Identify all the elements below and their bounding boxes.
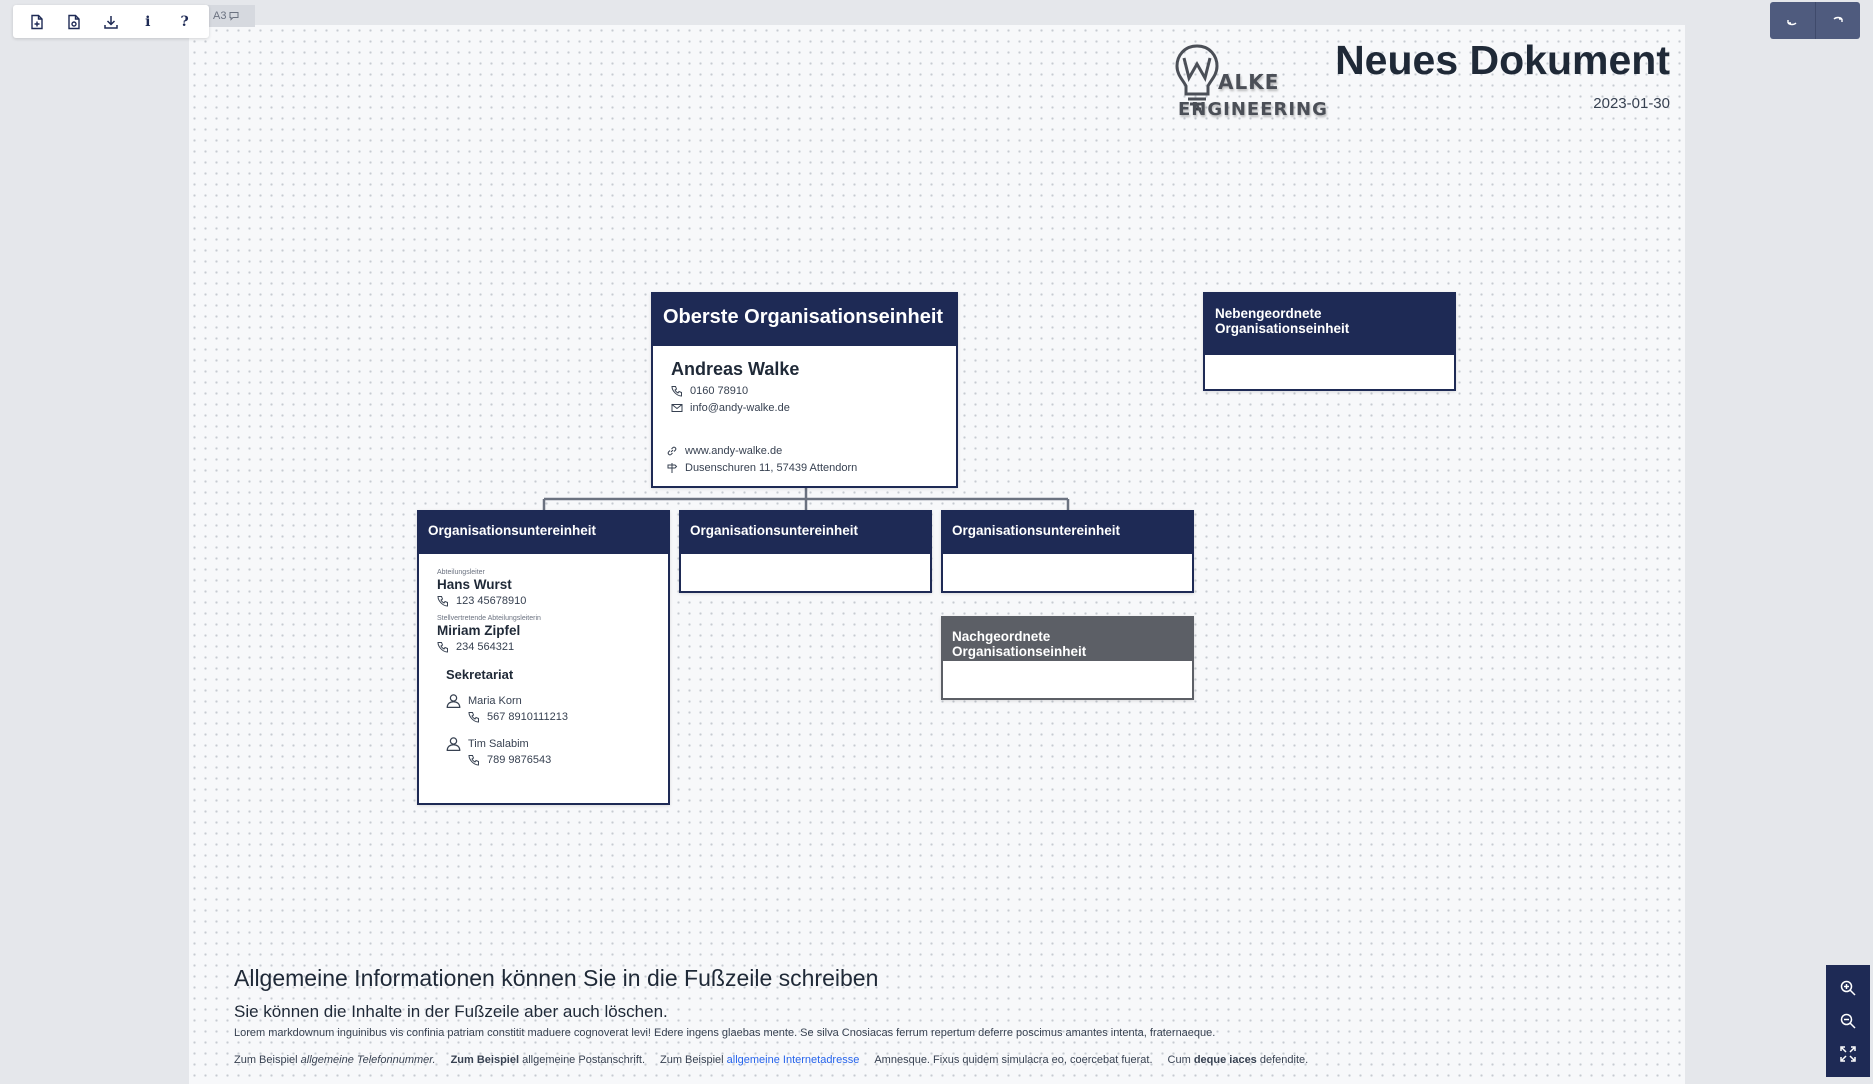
footer-emphasis: allgemeine Telefonnummer. (300, 1054, 436, 1066)
document-page[interactable] (189, 25, 1685, 1084)
phone-icon (437, 641, 449, 653)
deputy-name: Miriam Zipfel (437, 623, 521, 638)
footer-link[interactable]: allgemeine Internetadresse (726, 1054, 860, 1066)
company-logo (1172, 42, 1342, 120)
top-unit-title: Oberste Organisationseinheit (663, 306, 944, 328)
logo-text-line2: ENGINEERING (1178, 99, 1328, 120)
child-unit-card[interactable] (941, 616, 1194, 700)
comment-icon (229, 11, 239, 21)
footer-text: defendite. (1256, 1054, 1309, 1066)
link-icon (666, 445, 678, 457)
top-unit-header[interactable] (653, 294, 956, 346)
signpost-icon (666, 462, 678, 474)
phone-icon (671, 385, 683, 397)
sub-unit-2-header[interactable] (681, 512, 930, 554)
redo-icon (1831, 14, 1845, 28)
page-format-badge[interactable] (207, 5, 255, 27)
head-role-label: Abteilungsleiter (437, 569, 485, 576)
top-unit-address: Dusenschuren 11, 57439 Attendorn (685, 462, 858, 474)
email-icon (671, 402, 683, 414)
phone-icon (468, 754, 480, 766)
footer-subheading: Sie können die Inhalte in der Fußzeile aber auch löschen. (234, 1002, 668, 1021)
open-document-button[interactable] (61, 9, 87, 35)
sub-unit-1-header[interactable] (419, 512, 668, 554)
zoom-in-icon (1839, 979, 1857, 997)
open-document-icon (66, 14, 82, 30)
top-unit-website: www.andy-walke.de (685, 445, 783, 457)
footer-text: allgemeine Postanschrift. (519, 1054, 645, 1066)
top-unit-email-row (671, 402, 938, 414)
footer-strong: Zum Beispiel (450, 1054, 520, 1066)
footer-item-extra (1168, 1054, 1309, 1066)
staff-item (446, 693, 650, 723)
info-button[interactable] (135, 9, 161, 35)
top-unit-address-row (666, 462, 938, 474)
footer-paragraph: Lorem markdownum inguinibus vis confinia patriam constitit maduere cognoverat levi! Edere ingens glaebas mente. Se silva Cnosiacas ferrum repertum deferre poscimus amantes intenta, fraternaeque. (234, 1027, 1216, 1039)
sibling-unit-title: Nebengeordnete Organisationseinheit (1215, 306, 1350, 337)
org-chart-connectors (189, 25, 1685, 1084)
person-icon (446, 736, 461, 751)
top-unit-phone-row (671, 385, 938, 397)
zoom-controls (1826, 965, 1870, 1077)
sibling-unit-card[interactable] (1203, 292, 1456, 391)
page-format-label: A3 (213, 10, 227, 22)
top-unit-website-row (666, 445, 938, 457)
history-controls (1770, 2, 1860, 39)
sub-unit-2-title: Organisationsuntereinheit (690, 523, 859, 538)
sub-unit-1-card[interactable] (417, 510, 670, 805)
toolbar (13, 5, 209, 38)
footer-text: Zum Beispiel (660, 1054, 727, 1066)
sub-unit-3-header[interactable] (943, 512, 1192, 554)
staff-name: Tim Salabim (468, 737, 529, 750)
phone-icon (437, 595, 449, 607)
sub-unit-2-card[interactable] (679, 510, 932, 593)
staff-phone: 789 9876543 (487, 754, 552, 766)
zoom-in-button[interactable] (1835, 975, 1861, 1001)
sibling-unit-header[interactable] (1205, 294, 1454, 355)
help-icon: ? (180, 13, 189, 30)
sub-unit-1-title: Organisationsuntereinheit (428, 523, 597, 538)
person-icon (446, 693, 461, 708)
document-title[interactable]: Neues Dokument (1335, 37, 1670, 83)
zoom-out-button[interactable] (1835, 1008, 1861, 1034)
top-unit-person-name: Andreas Walke (671, 359, 800, 379)
sub-unit-3-card[interactable] (941, 510, 1194, 593)
redo-button[interactable] (1816, 2, 1861, 39)
head-phone-row (437, 595, 650, 607)
zoom-out-icon (1839, 1012, 1857, 1030)
deputy-role-label: Stellvertretende Abteilungsleiterin (437, 615, 541, 622)
fit-screen-button[interactable] (1835, 1041, 1861, 1067)
footer-strong: deque iaces (1193, 1054, 1257, 1066)
help-button[interactable] (172, 9, 198, 35)
top-unit-card[interactable] (651, 292, 958, 488)
new-document-button[interactable] (24, 9, 50, 35)
footer-item-web (660, 1054, 859, 1066)
footer-contact-line (234, 1054, 1664, 1066)
deputy-phone-row (437, 641, 650, 653)
head-name: Hans Wurst (437, 577, 512, 592)
footer-heading: Allgemeine Informationen können Sie in die Fußzeile schreiben (234, 965, 879, 991)
child-unit-title: Nachgeordnete Organisationseinheit (952, 629, 1087, 659)
deputy-phone: 234 564321 (456, 641, 515, 653)
new-document-icon (29, 14, 45, 30)
fit-screen-icon (1839, 1045, 1857, 1063)
info-icon: i (145, 13, 151, 30)
child-unit-header[interactable] (943, 618, 1192, 661)
head-phone: 123 45678910 (456, 595, 527, 607)
top-unit-phone: 0160 78910 (690, 385, 749, 397)
staff-name: Maria Korn (468, 694, 522, 707)
footer-text: Cum (1167, 1054, 1194, 1066)
footer-text: Zum Beispiel (234, 1054, 301, 1066)
document-date[interactable]: 2023-01-30 (1593, 95, 1670, 112)
top-unit-email: info@andy-walke.de (690, 402, 790, 414)
undo-button[interactable] (1770, 2, 1816, 39)
staff-item (446, 736, 650, 766)
sub-unit-3-title: Organisationsuntereinheit (952, 523, 1121, 538)
download-icon (103, 14, 119, 30)
download-button[interactable] (98, 9, 124, 35)
staff-phone: 567 8910111213 (487, 711, 568, 723)
footer-item-postal (451, 1054, 645, 1066)
footer-item-phone (234, 1054, 436, 1066)
logo-text-line1: ALKE (1218, 70, 1280, 94)
secretariat-label: Sekretariat (446, 667, 514, 682)
document-footer[interactable] (234, 965, 1664, 1066)
footer-item-text: Amnesque. Fixus quidem simulacra eo, coercebat fuerat. (874, 1054, 1153, 1066)
phone-icon (468, 711, 480, 723)
undo-icon (1785, 14, 1799, 28)
